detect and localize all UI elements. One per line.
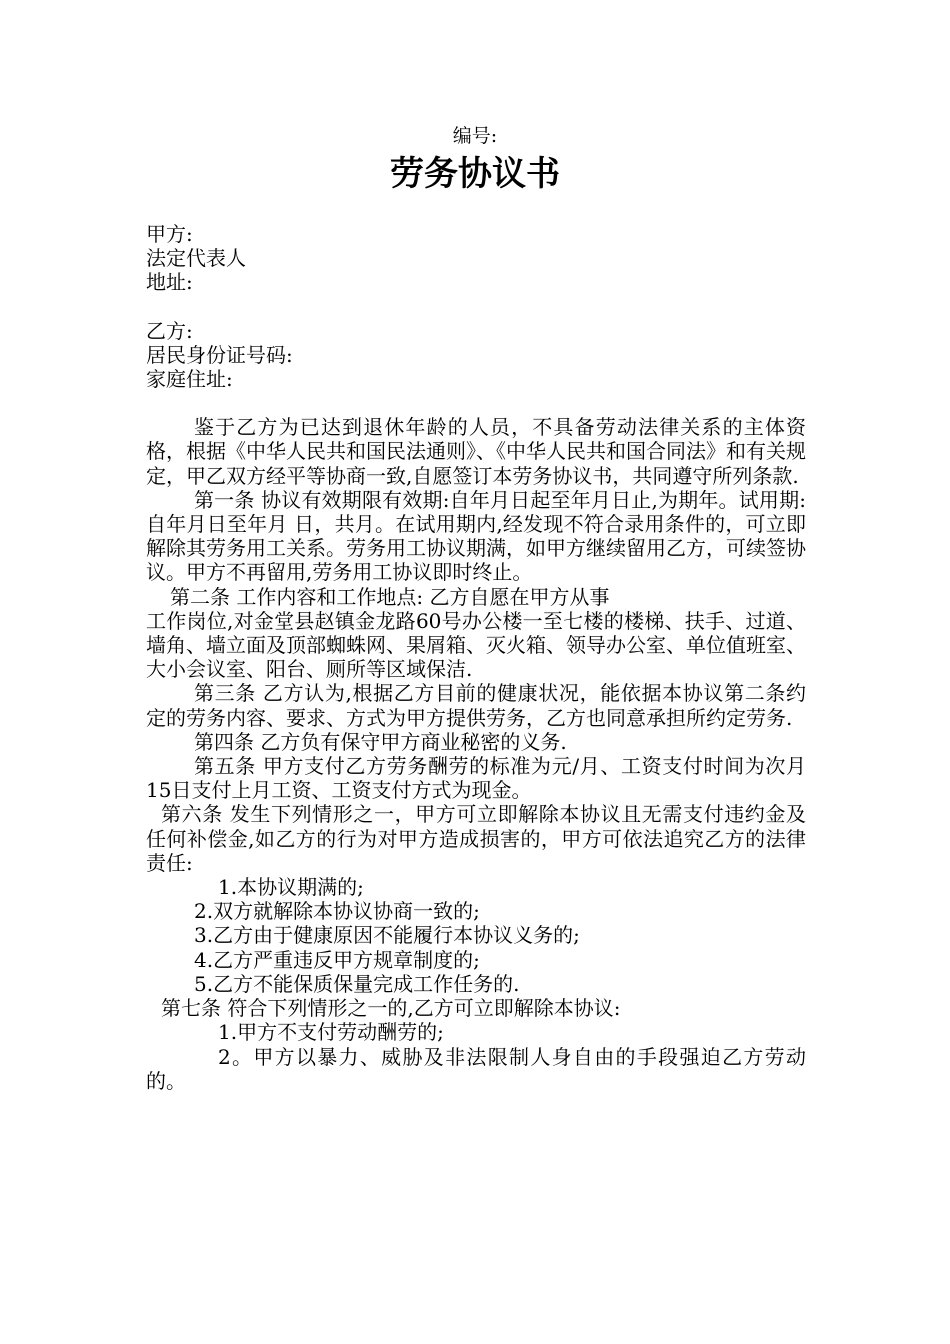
article-5: 第五条 甲方支付乙方劳务酬劳的标准为元/月、工资支付时间为次月15日支付上月工资、工资支付方式为现金。	[146, 754, 806, 803]
article-7-item: 1.甲方不支付劳动酬劳的;	[218, 1020, 444, 1045]
party-b-address-label: 家庭住址:	[146, 367, 233, 392]
serial-number-label: 编号:	[452, 125, 498, 147]
article-2-body: 工作岗位,对金堂县赵镇金龙路60号办公楼一至七楼的楼梯、扶手、过道、墙角、墙立面及顶部蜘蛛网、果屑箱、灭火箱、领导办公室、单位值班室、大小会议室、阳台、厕所等区域保洁.	[146, 608, 806, 682]
party-a-label: 甲方:	[146, 222, 193, 246]
article-6-item: 3.乙方由于健康原因不能履行本协议义务的;	[194, 923, 580, 948]
article-6-item: 2.双方就解除本协议协商一致的;	[194, 899, 480, 924]
spacer	[146, 391, 806, 415]
article-7-item: 2。甲方以暴力、威胁及非法限制人身自由的手段强迫乙方劳动的。	[146, 1044, 806, 1093]
spacer	[146, 295, 806, 319]
party-a-representative-label: 法定代表人	[146, 246, 246, 271]
article-6-item: 1.本协议期满的;	[218, 875, 364, 900]
document-body	[146, 222, 806, 1093]
party-b-id-label: 居民身份证号码:	[146, 342, 293, 367]
party-a-address-label: 地址:	[146, 270, 193, 295]
document-title: 劳务协议书	[390, 154, 560, 194]
preamble-paragraph: 鉴于乙方为已达到退休年龄的人员，不具备劳动法律关系的主体资格，根据《中华人民共和国民法通则》、《中华人民共和国合同法》和有关规定，甲乙双方经平等协商一致,自愿签订本劳务协议书，共同遵守所列条款.	[146, 415, 806, 488]
article-4: 第四条 乙方负有保守甲方商业秘密的义务.	[194, 729, 567, 754]
article-2-heading: 第二条 工作内容和工作地点: 乙方自愿在甲方从事	[170, 584, 610, 609]
article-7: 第七条 符合下列情形之一的,乙方可立即解除本协议:	[161, 996, 621, 1021]
article-6-item: 4.乙方严重违反甲方规章制度的;	[194, 947, 480, 972]
article-3: 第三条 乙方认为,根据乙方目前的健康状况，能依据本协议第二条约定的劳务内容、要求、方式为甲方提供劳务，乙方也同意承担所约定劳务.	[146, 681, 806, 730]
article-6: 第六条 发生下列情形之一，甲方可立即解除本协议且无需支付违约金及任何补偿金,如乙方的行为对甲方造成损害的，甲方可依法追究乙方的法律责任:	[146, 802, 806, 875]
party-b-label: 乙方:	[146, 318, 193, 343]
article-1: 第一条 协议有效期限有效期:自年月日起至年月日止,为期年。试用期: 自年月日至年月 日，共月。在试用期内,经发现不符合录用条件的，可立即解除其劳务用工关系。劳务用工协议期满，如甲方继续留用乙方，可续签协议。甲方不再留用,劳务用工协议即时终止。	[146, 487, 806, 585]
article-6-item: 5.乙方不能保质保量完成工作任务的.	[194, 971, 520, 996]
